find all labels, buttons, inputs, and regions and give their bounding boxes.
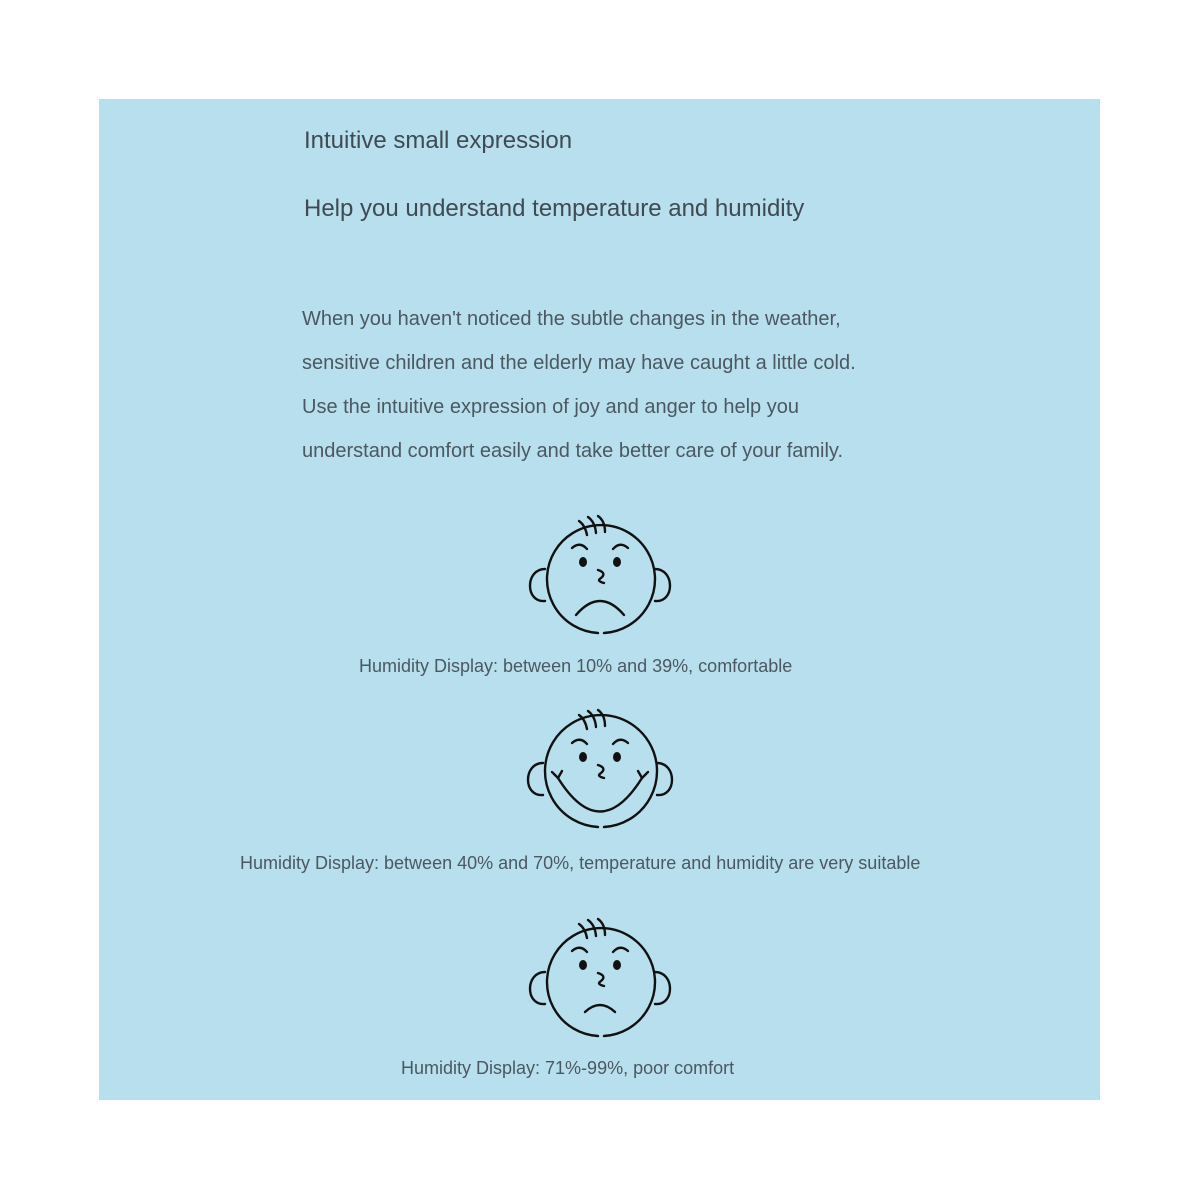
small-frown-face-icon [525, 914, 675, 1044]
frown-face-icon [525, 511, 675, 641]
headline-subtitle: Help you understand temperature and humidity [304, 195, 805, 222]
humidity-caption: Humidity Display: 71%-99%, poor comfort [401, 1058, 735, 1078]
intro-line: sensitive children and the elderly may have caught a little cold. [302, 352, 856, 374]
intro-line: When you haven't noticed the subtle changes in the weather, [302, 308, 841, 330]
humidity-caption: Humidity Display: between 40% and 70%, temperature and humidity are very suitable [240, 853, 921, 873]
intro-line: understand comfort easily and take better care of your family. [302, 440, 844, 462]
humidity-caption: Humidity Display: between 10% and 39%, comfortable [359, 656, 793, 676]
smile-face-icon [525, 705, 675, 835]
headline-title: Intuitive small expression [304, 127, 573, 154]
humidity-info-panel [99, 99, 1100, 1100]
intro-line: Use the intuitive expression of joy and anger to help you [302, 396, 799, 418]
